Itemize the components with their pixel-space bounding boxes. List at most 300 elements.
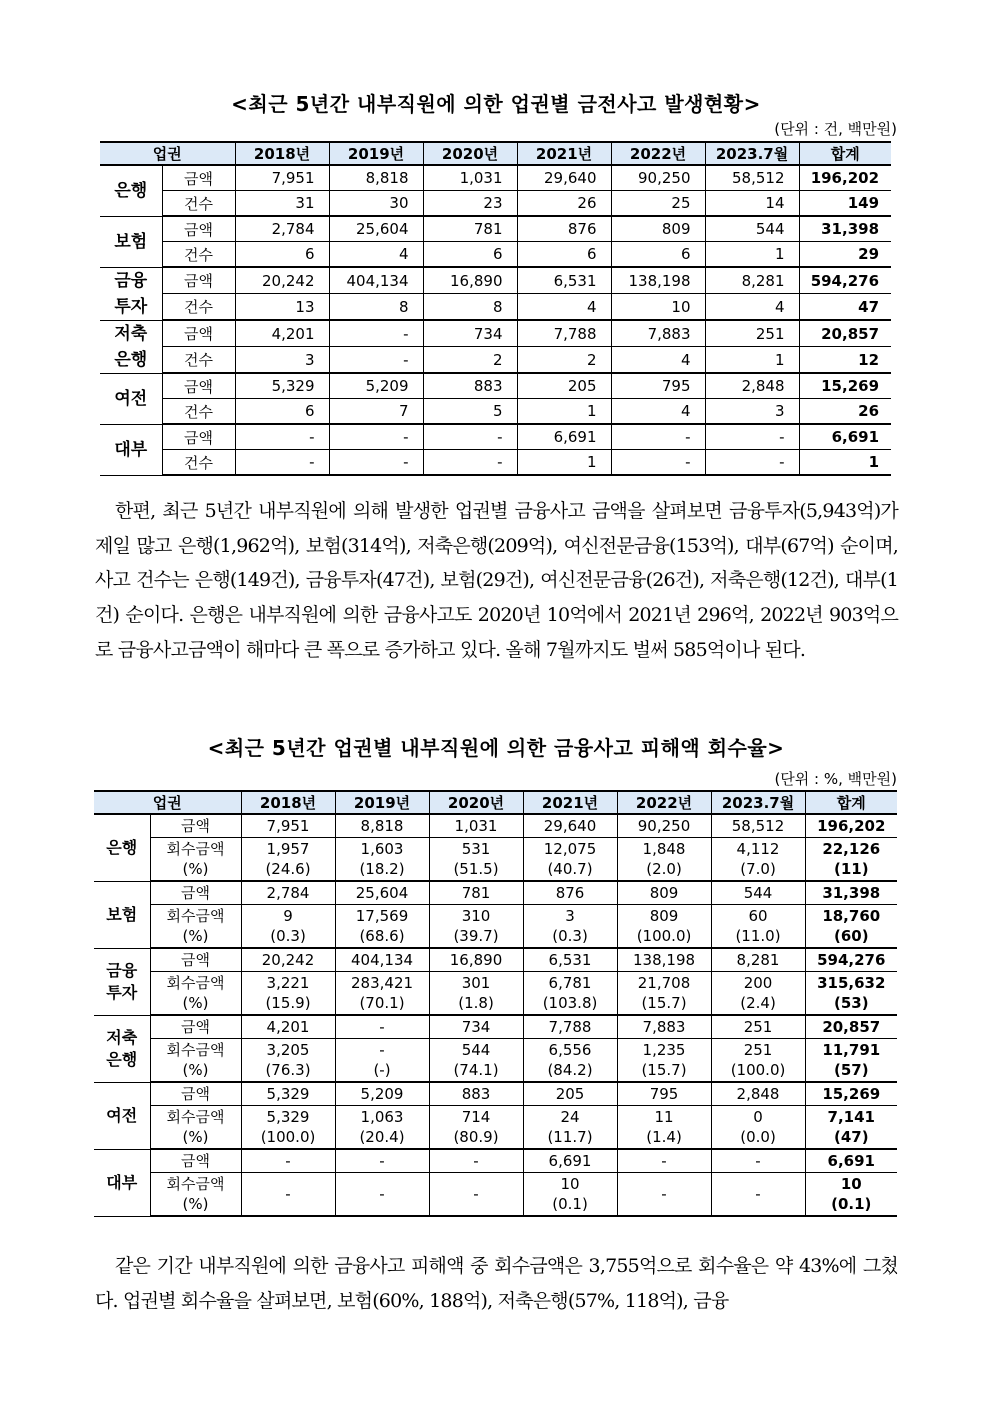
cell-value <box>335 1172 429 1216</box>
table-row <box>100 165 891 191</box>
cell-value: - <box>711 1149 805 1172</box>
recovery-rate: (80.9) <box>453 1127 499 1146</box>
cell-value <box>711 1105 805 1149</box>
recovery-rate: (100.0) <box>260 1127 316 1146</box>
row-label: 금액 <box>162 424 235 450</box>
cell-value: - <box>329 320 423 347</box>
cell-value: 883 <box>429 1082 523 1105</box>
cell-total <box>805 1038 897 1082</box>
header-total: 합계 <box>799 142 891 165</box>
recovered-amount: 531 <box>461 839 491 858</box>
cell-value <box>335 837 429 881</box>
cell-total: 6,691 <box>799 424 891 450</box>
recovered-label: 회수금액 <box>166 1040 225 1059</box>
table-row-amount <box>94 1149 897 1172</box>
recovered-amount: 4,112 <box>736 839 780 858</box>
cell-value: 7,951 <box>241 814 335 837</box>
table-row <box>100 191 891 217</box>
recovered-amount: 1,957 <box>266 839 310 858</box>
cell-value: 8,281 <box>705 267 799 294</box>
recovered-amount: 1,235 <box>642 1040 686 1059</box>
recovered-amount: 3,221 <box>266 973 310 992</box>
recovered-label: 회수금액 <box>166 1107 225 1126</box>
recovered-total: 18,760 <box>822 906 881 925</box>
cell-value: - <box>329 450 423 476</box>
table-row-amount <box>94 1082 897 1105</box>
recovered-amount: 283,421 <box>351 973 414 992</box>
cell-value: 251 <box>705 320 799 347</box>
cell-value: 544 <box>711 881 805 904</box>
cell-value: 13 <box>235 294 329 321</box>
recovery-rate-total: (57) <box>833 1060 869 1079</box>
recovered-amount: 0 <box>753 1107 763 1126</box>
recovery-rate: (18.2) <box>359 859 405 878</box>
recovered-amount: - <box>661 1184 667 1203</box>
row-label: 금액 <box>150 1149 241 1172</box>
cell-value: 25 <box>611 191 705 217</box>
recovered-amount: 21,708 <box>637 973 691 992</box>
cell-value: 16,890 <box>429 948 523 971</box>
header-year: 2023.7월 <box>705 142 799 165</box>
cell-value: 8,818 <box>335 814 429 837</box>
recovery-rate: (24.6) <box>265 859 311 878</box>
cell-total: 196,202 <box>799 165 891 191</box>
recovered-amount: - <box>379 1040 385 1059</box>
cell-value: 2,848 <box>705 373 799 399</box>
cell-value <box>241 1105 335 1149</box>
cell-value: 6,691 <box>517 424 611 450</box>
cell-value <box>711 837 805 881</box>
cell-value: 404,134 <box>329 267 423 294</box>
cell-value: 781 <box>429 881 523 904</box>
cell-value <box>429 1105 523 1149</box>
cell-value: 6 <box>423 242 517 268</box>
header-year: 2022년 <box>611 142 705 165</box>
cell-value: 6,531 <box>523 948 617 971</box>
row-label: 건수 <box>162 450 235 476</box>
recovered-total: 11,791 <box>822 1040 881 1059</box>
recovery-rate: (0.3) <box>552 926 588 945</box>
table-row-amount <box>94 948 897 971</box>
recovered-amount: - <box>379 1184 385 1203</box>
cell-value: 5,329 <box>241 1082 335 1105</box>
recovery-rate-total: (60) <box>833 926 869 945</box>
sector-name: 대부 <box>94 1149 150 1216</box>
cell-value <box>617 971 711 1015</box>
cell-value: 1 <box>517 399 611 425</box>
cell-value <box>617 1038 711 1082</box>
cell-value: 7,883 <box>617 1015 711 1038</box>
table1-unit: (단위 : 건, 백만원) <box>774 120 897 138</box>
cell-value <box>241 1038 335 1082</box>
recovered-label: 회수금액 <box>166 906 225 925</box>
cell-value: 7,951 <box>235 165 329 191</box>
sector-name: 금융 투자 <box>94 948 150 1015</box>
recovered-amount: 310 <box>461 906 491 925</box>
cell-value: 4 <box>611 399 705 425</box>
cell-value: 2 <box>423 347 517 374</box>
cell-total: 31,398 <box>805 881 897 904</box>
cell-value: 2,784 <box>241 881 335 904</box>
cell-value: 14 <box>705 191 799 217</box>
recovered-amount: 1,848 <box>642 839 686 858</box>
header-year: 2021년 <box>517 142 611 165</box>
recovered-amount: 24 <box>560 1107 580 1126</box>
table-row-recovered <box>94 1172 897 1216</box>
cell-value: - <box>241 1149 335 1172</box>
recovered-amount: 17,569 <box>355 906 409 925</box>
header-year: 2019년 <box>335 791 429 814</box>
cell-total: 26 <box>799 399 891 425</box>
cell-value <box>429 1172 523 1216</box>
cell-value: 544 <box>705 216 799 242</box>
recovered-amount: 200 <box>743 973 773 992</box>
cell-value <box>241 971 335 1015</box>
cell-value: 2 <box>517 347 611 374</box>
cell-total: 20,857 <box>799 320 891 347</box>
cell-value: 8 <box>329 294 423 321</box>
cell-value: 29,640 <box>517 165 611 191</box>
recovered-amount: 544 <box>461 1040 491 1059</box>
cell-value: 795 <box>617 1082 711 1105</box>
cell-value: 4 <box>611 347 705 374</box>
row-label: 금액 <box>162 267 235 294</box>
cell-total <box>805 904 897 948</box>
pct-label: (%) <box>182 1127 209 1146</box>
row-label <box>150 1038 241 1082</box>
cell-value: 5,209 <box>335 1082 429 1105</box>
cell-value: 1 <box>705 242 799 268</box>
pct-label: (%) <box>182 859 209 878</box>
cell-value: 809 <box>617 881 711 904</box>
cell-value: 8 <box>423 294 517 321</box>
recovered-amount: 6,781 <box>548 973 592 992</box>
recovered-amount: 3,205 <box>266 1040 310 1059</box>
cell-value: - <box>611 450 705 476</box>
header-year: 2022년 <box>617 791 711 814</box>
cell-value <box>335 1105 429 1149</box>
header-year: 2023.7월 <box>711 791 805 814</box>
cell-value: 23 <box>423 191 517 217</box>
table-row <box>100 320 891 347</box>
recovery-rate: (40.7) <box>547 859 593 878</box>
recovered-amount: 301 <box>461 973 491 992</box>
recovered-amount: 12,075 <box>543 839 597 858</box>
table-row-amount <box>94 1015 897 1038</box>
cell-value: 138,198 <box>617 948 711 971</box>
cell-value: 4 <box>517 294 611 321</box>
recovery-rate: (15.9) <box>265 993 311 1012</box>
table-row-amount <box>94 881 897 904</box>
cell-value <box>335 904 429 948</box>
cell-value: 734 <box>423 320 517 347</box>
cell-value <box>429 971 523 1015</box>
cell-value <box>617 837 711 881</box>
cell-value: 1 <box>517 450 611 476</box>
recovery-rate-total: (0.1) <box>831 1194 872 1213</box>
recovery-rate: (70.1) <box>359 993 405 1012</box>
cell-value <box>711 1038 805 1082</box>
row-label: 건수 <box>162 347 235 374</box>
cell-value: 4 <box>705 294 799 321</box>
recovery-rate: (51.5) <box>453 859 499 878</box>
recovery-rate: (11.0) <box>735 926 781 945</box>
cell-value: 4,201 <box>241 1015 335 1038</box>
recovery-rate-total: (11) <box>833 859 869 878</box>
cell-value: 6 <box>235 399 329 425</box>
cell-value: 10 <box>611 294 705 321</box>
recovered-amount: - <box>755 1184 761 1203</box>
table-row-recovered <box>94 837 897 881</box>
incident-status-table <box>100 141 891 476</box>
cell-value: 734 <box>429 1015 523 1038</box>
recovery-rate-table <box>94 790 897 1217</box>
table-row-recovered <box>94 971 897 1015</box>
recovery-rate: (100.0) <box>730 1060 786 1079</box>
cell-value: 876 <box>517 216 611 242</box>
cell-value: 5,329 <box>235 373 329 399</box>
cell-value: 1 <box>705 347 799 374</box>
header-sector: 업권 <box>94 791 241 814</box>
cell-value <box>617 1105 711 1149</box>
cell-value: 404,134 <box>335 948 429 971</box>
recovery-rate: (7.0) <box>740 859 776 878</box>
row-label <box>150 904 241 948</box>
table-row-recovered <box>94 904 897 948</box>
cell-value <box>335 971 429 1015</box>
cell-value <box>429 837 523 881</box>
recovered-label: 회수금액 <box>166 1174 225 1193</box>
row-label: 금액 <box>150 948 241 971</box>
recovery-rate: (76.3) <box>265 1060 311 1079</box>
cell-value: 795 <box>611 373 705 399</box>
recovered-amount: 5,329 <box>266 1107 310 1126</box>
cell-value <box>523 1172 617 1216</box>
recovery-rate: (100.0) <box>636 926 692 945</box>
cell-total: 594,276 <box>799 267 891 294</box>
table-row <box>100 399 891 425</box>
cell-value <box>241 1172 335 1216</box>
cell-total: 15,269 <box>805 1082 897 1105</box>
recovery-rate: (1.8) <box>458 993 494 1012</box>
recovered-amount: 809 <box>649 906 679 925</box>
header-year: 2020년 <box>423 142 517 165</box>
row-label: 건수 <box>162 191 235 217</box>
recovered-amount: 60 <box>748 906 768 925</box>
cell-value: 6,531 <box>517 267 611 294</box>
recovery-rate: (2.4) <box>740 993 776 1012</box>
row-label: 금액 <box>150 881 241 904</box>
cell-value: 6 <box>517 242 611 268</box>
cell-value <box>241 837 335 881</box>
recovered-amount: 251 <box>743 1040 773 1059</box>
header-year: 2019년 <box>329 142 423 165</box>
recovered-amount: - <box>285 1184 291 1203</box>
table-row-recovered <box>94 1105 897 1149</box>
table-row <box>100 294 891 321</box>
row-label: 건수 <box>162 242 235 268</box>
cell-value: 30 <box>329 191 423 217</box>
pct-label: (%) <box>182 926 209 945</box>
cell-value <box>617 904 711 948</box>
table-row-amount <box>94 814 897 837</box>
recovered-label: 회수금액 <box>166 839 225 858</box>
cell-value: - <box>329 424 423 450</box>
cell-value <box>617 1172 711 1216</box>
recovered-total: 315,632 <box>817 973 886 992</box>
recovered-amount: 9 <box>283 906 293 925</box>
cell-value <box>523 1105 617 1149</box>
cell-value <box>711 971 805 1015</box>
table-row <box>100 450 891 476</box>
cell-value: - <box>611 424 705 450</box>
cell-value: 1,031 <box>429 814 523 837</box>
header-total: 합계 <box>805 791 897 814</box>
cell-value: - <box>329 347 423 374</box>
cell-total: 6,691 <box>805 1149 897 1172</box>
cell-value: 4,201 <box>235 320 329 347</box>
cell-value: - <box>705 450 799 476</box>
row-label: 건수 <box>162 399 235 425</box>
cell-value: - <box>429 1149 523 1172</box>
cell-total: 47 <box>799 294 891 321</box>
cell-value: - <box>335 1015 429 1038</box>
row-label: 금액 <box>162 373 235 399</box>
cell-value: - <box>235 450 329 476</box>
cell-total: 31,398 <box>799 216 891 242</box>
cell-value: 3 <box>705 399 799 425</box>
recovery-rate: (0.3) <box>270 926 306 945</box>
cell-value <box>429 904 523 948</box>
cell-value: 809 <box>611 216 705 242</box>
table2-title: <최근 5년간 업권별 내부직원에 의한 금융사고 피해액 회수율> <box>207 736 785 760</box>
table-row <box>100 347 891 374</box>
recovery-rate: (68.6) <box>359 926 405 945</box>
cell-value: 29,640 <box>523 814 617 837</box>
cell-value: 883 <box>423 373 517 399</box>
paragraph-recovery-summary: 같은 기간 내부직원에 의한 금융사고 피해액 중 회수금액은 3,755억으로 회수율은 약 43%에 그쳤다. 업권별 회수율을 살펴보면, 보험(60%, 188억), 저축은행(57%, 118억), 금융 <box>95 1255 898 1312</box>
sector-name: 여전 <box>100 373 162 424</box>
cell-total: 15,269 <box>799 373 891 399</box>
row-label: 금액 <box>162 216 235 242</box>
cell-total: 1 <box>799 450 891 476</box>
cell-value: 25,604 <box>329 216 423 242</box>
recovered-total: 7,141 <box>827 1107 875 1126</box>
recovered-amount: 714 <box>461 1107 491 1126</box>
cell-value: 4 <box>329 242 423 268</box>
cell-value: 2,848 <box>711 1082 805 1105</box>
table2-unit: (단위 : %, 백만원) <box>774 770 897 788</box>
cell-value: 6,691 <box>523 1149 617 1172</box>
recovered-total: 10 <box>840 1174 862 1193</box>
cell-value <box>523 1038 617 1082</box>
recovery-rate: (20.4) <box>359 1127 405 1146</box>
recovered-amount: 1,603 <box>360 839 404 858</box>
cell-value: 6 <box>611 242 705 268</box>
cell-total: 149 <box>799 191 891 217</box>
pct-label: (%) <box>182 1060 209 1079</box>
cell-value: 7,788 <box>517 320 611 347</box>
table1-title: <최근 5년간 내부직원에 의한 업권별 금전사고 발생현황> <box>231 92 761 116</box>
header-year: 2020년 <box>429 791 523 814</box>
cell-value: - <box>335 1149 429 1172</box>
cell-value <box>523 904 617 948</box>
cell-value: 5,209 <box>329 373 423 399</box>
sector-name: 은행 <box>100 165 162 216</box>
table-row <box>100 424 891 450</box>
sector-name: 대부 <box>100 424 162 475</box>
recovered-amount: 1,063 <box>360 1107 404 1126</box>
cell-value: 876 <box>523 881 617 904</box>
recovery-rate: (0.1) <box>552 1194 588 1213</box>
cell-value: 26 <box>517 191 611 217</box>
cell-total <box>805 971 897 1015</box>
cell-value <box>711 904 805 948</box>
recovery-rate: (-) <box>373 1060 391 1079</box>
recovery-rate: (103.8) <box>542 993 598 1012</box>
recovery-rate: (11.7) <box>547 1127 593 1146</box>
table-row-recovered <box>94 1038 897 1082</box>
recovered-amount: - <box>473 1184 479 1203</box>
cell-total: 594,276 <box>805 948 897 971</box>
cell-value: - <box>705 424 799 450</box>
row-label <box>150 971 241 1015</box>
cell-value: 90,250 <box>617 814 711 837</box>
recovered-label: 회수금액 <box>166 973 225 992</box>
cell-value: 2,784 <box>235 216 329 242</box>
table-row <box>100 267 891 294</box>
recovery-rate-total: (53) <box>833 993 869 1012</box>
cell-value: - <box>423 424 517 450</box>
row-label: 금액 <box>162 320 235 347</box>
sector-name: 저축 은행 <box>100 320 162 373</box>
recovered-amount: 3 <box>565 906 575 925</box>
cell-total: 29 <box>799 242 891 268</box>
table-row <box>100 242 891 268</box>
recovery-rate: (15.7) <box>641 1060 687 1079</box>
sector-name: 은행 <box>94 814 150 881</box>
cell-value: - <box>235 424 329 450</box>
row-label: 건수 <box>162 294 235 321</box>
table-row <box>100 373 891 399</box>
cell-value: 1,031 <box>423 165 517 191</box>
cell-value: 205 <box>523 1082 617 1105</box>
cell-value: 781 <box>423 216 517 242</box>
recovered-total: 22,126 <box>822 839 881 858</box>
cell-total <box>805 1172 897 1216</box>
cell-total: 20,857 <box>805 1015 897 1038</box>
recovered-amount: 6,556 <box>548 1040 592 1059</box>
cell-value: 20,242 <box>235 267 329 294</box>
sector-name: 금융 투자 <box>100 267 162 320</box>
cell-value: 58,512 <box>711 814 805 837</box>
sector-name: 보험 <box>94 881 150 948</box>
cell-total: 12 <box>799 347 891 374</box>
row-label: 금액 <box>150 1015 241 1038</box>
cell-value: 138,198 <box>611 267 705 294</box>
cell-value: - <box>617 1149 711 1172</box>
cell-value: 25,604 <box>335 881 429 904</box>
header-sector: 업권 <box>100 142 235 165</box>
recovery-rate: (39.7) <box>453 926 499 945</box>
header-year: 2021년 <box>523 791 617 814</box>
row-label: 금액 <box>162 165 235 191</box>
cell-value <box>429 1038 523 1082</box>
recovered-amount: 10 <box>560 1174 580 1193</box>
recovered-amount: 11 <box>654 1107 674 1126</box>
cell-value <box>241 904 335 948</box>
cell-value: 58,512 <box>705 165 799 191</box>
